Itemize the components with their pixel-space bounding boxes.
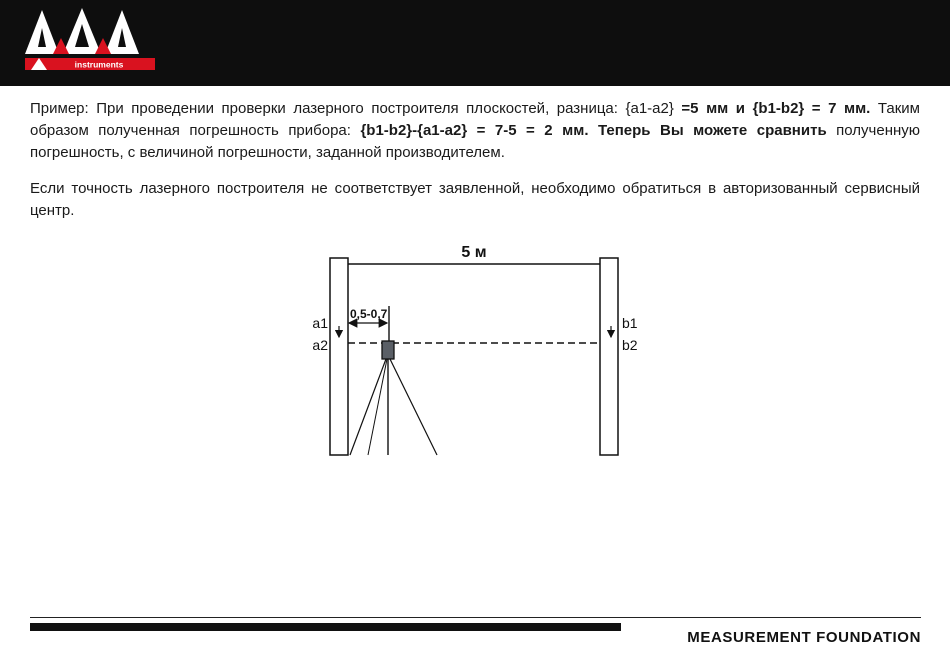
body-text xyxy=(30,86,920,222)
offset-distance-label: 0,5-0,7 xyxy=(350,307,388,321)
measurement-diagram xyxy=(300,238,660,468)
footer-slogan: MEASUREMENT FOUNDATION xyxy=(687,629,921,646)
text-segment: Пример: При проведении проверки лазерного построителя плоскостей, разница: {a1-a2} xyxy=(30,100,682,117)
footer-black-bar xyxy=(30,623,621,631)
tripod xyxy=(350,341,437,455)
span-distance-label: 5 м xyxy=(461,244,487,261)
mark-a1-label: a1 xyxy=(312,315,328,331)
footer-rule xyxy=(30,617,921,618)
ada-instruments-logo xyxy=(25,8,155,74)
tripod-leg-left xyxy=(350,359,386,455)
text-segment-bold: {b1-b2}-{a1-a2} = 7-5 = 2 мм. Теперь Вы можете сравнить xyxy=(360,122,827,139)
text-segment-bold: =5 мм и {b1-b2} = 7 мм. xyxy=(681,100,871,117)
right-target-rod xyxy=(600,258,618,455)
logo-subtitle: instruments xyxy=(74,59,124,70)
text-segment: полученную погрешность, с величиной погрешности, заданной производителем. xyxy=(30,122,921,161)
tripod-leg-right xyxy=(390,359,437,455)
service-note-paragraph: Если точность лазерного построителя не соответствует заявленной, необходимо обратиться в авторизованный сервисный центр. xyxy=(30,180,920,219)
example-paragraph xyxy=(30,98,920,164)
header-bar xyxy=(0,0,950,86)
left-target-rod xyxy=(330,258,348,455)
tripod-leg-left-inner xyxy=(368,359,387,455)
text-segment: Таким образом полученная погрешность прибора: xyxy=(30,100,920,139)
mark-b1-label: b1 xyxy=(622,315,638,331)
mark-a2-label: a2 xyxy=(312,337,328,353)
laser-device xyxy=(382,341,394,359)
mark-b2-label: b2 xyxy=(622,337,638,353)
